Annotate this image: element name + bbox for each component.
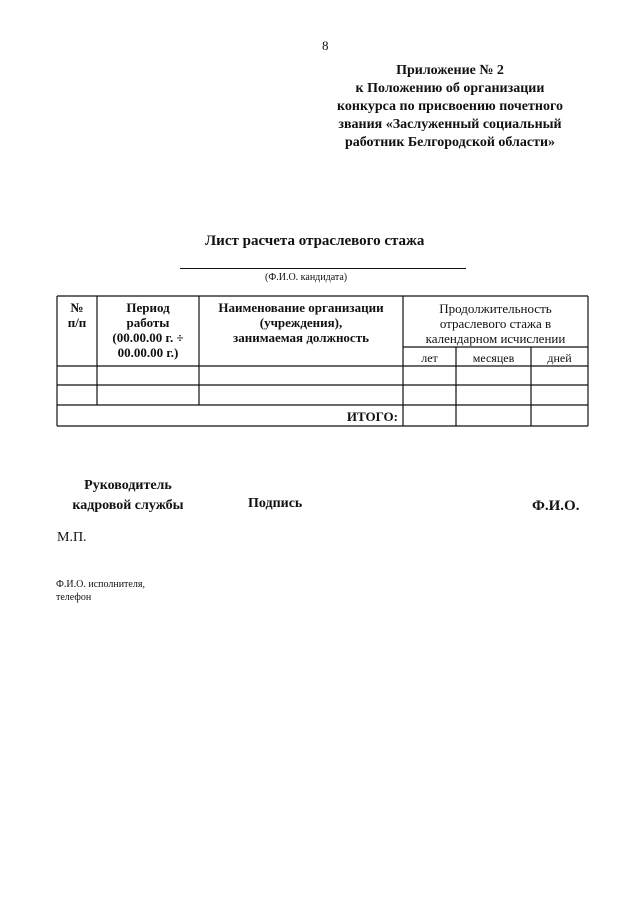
stamp-label: М.П.	[57, 530, 87, 545]
header-organization-line: занимаемая должность	[233, 330, 369, 345]
head-of-hr-label	[58, 476, 198, 516]
appendix-line: к Положению об организации	[355, 81, 545, 96]
appendix-header	[300, 62, 600, 152]
header-duration-line: календарном исчислении	[425, 331, 566, 346]
executor-info	[56, 578, 145, 604]
header-number-line: п/п	[67, 315, 87, 330]
header-duration	[403, 301, 588, 346]
signature-label: Подпись	[248, 496, 303, 511]
candidate-name-line	[180, 268, 466, 269]
candidate-name-caption: (Ф.И.О. кандидата)	[265, 272, 348, 283]
page-number: 8	[322, 38, 329, 53]
appendix-line: конкурса по присвоению почетного	[337, 99, 563, 114]
fio-label: Ф.И.О.	[532, 498, 580, 514]
appendix-line: работник Белгородской области»	[344, 135, 556, 150]
header-days: дней	[547, 351, 572, 365]
header-years: лет	[421, 351, 438, 365]
header-duration-line: отраслевого стажа в	[439, 316, 552, 331]
appendix-line: Приложение № 2	[396, 63, 504, 78]
header-period-line: работы	[126, 315, 170, 330]
header-organization-line: Наименование организации	[218, 300, 384, 315]
total-label: ИТОГО:	[346, 409, 398, 424]
header-number-line: №	[70, 300, 84, 315]
header-period-line: (00.00.00 г. ÷	[112, 330, 184, 345]
executor-line: телефон	[56, 592, 92, 603]
header-months: месяцев	[472, 351, 515, 365]
header-duration-line: Продолжительность	[439, 301, 552, 316]
executor-line: Ф.И.О. исполнителя,	[56, 579, 145, 590]
header-period-line: 00.00.00 г.)	[117, 345, 179, 360]
header-period	[97, 300, 199, 360]
header-organization-line: (учреждения),	[259, 315, 343, 330]
header-period-line: Период	[126, 300, 170, 315]
appendix-line: звания «Заслуженный социальный	[338, 117, 562, 132]
head-of-hr-line: кадровой службы	[72, 498, 184, 513]
document-title: Лист расчета отраслевого стажа	[205, 233, 425, 249]
header-organization	[199, 300, 403, 345]
header-number	[57, 300, 97, 330]
head-of-hr-line: Руководитель	[84, 478, 172, 493]
